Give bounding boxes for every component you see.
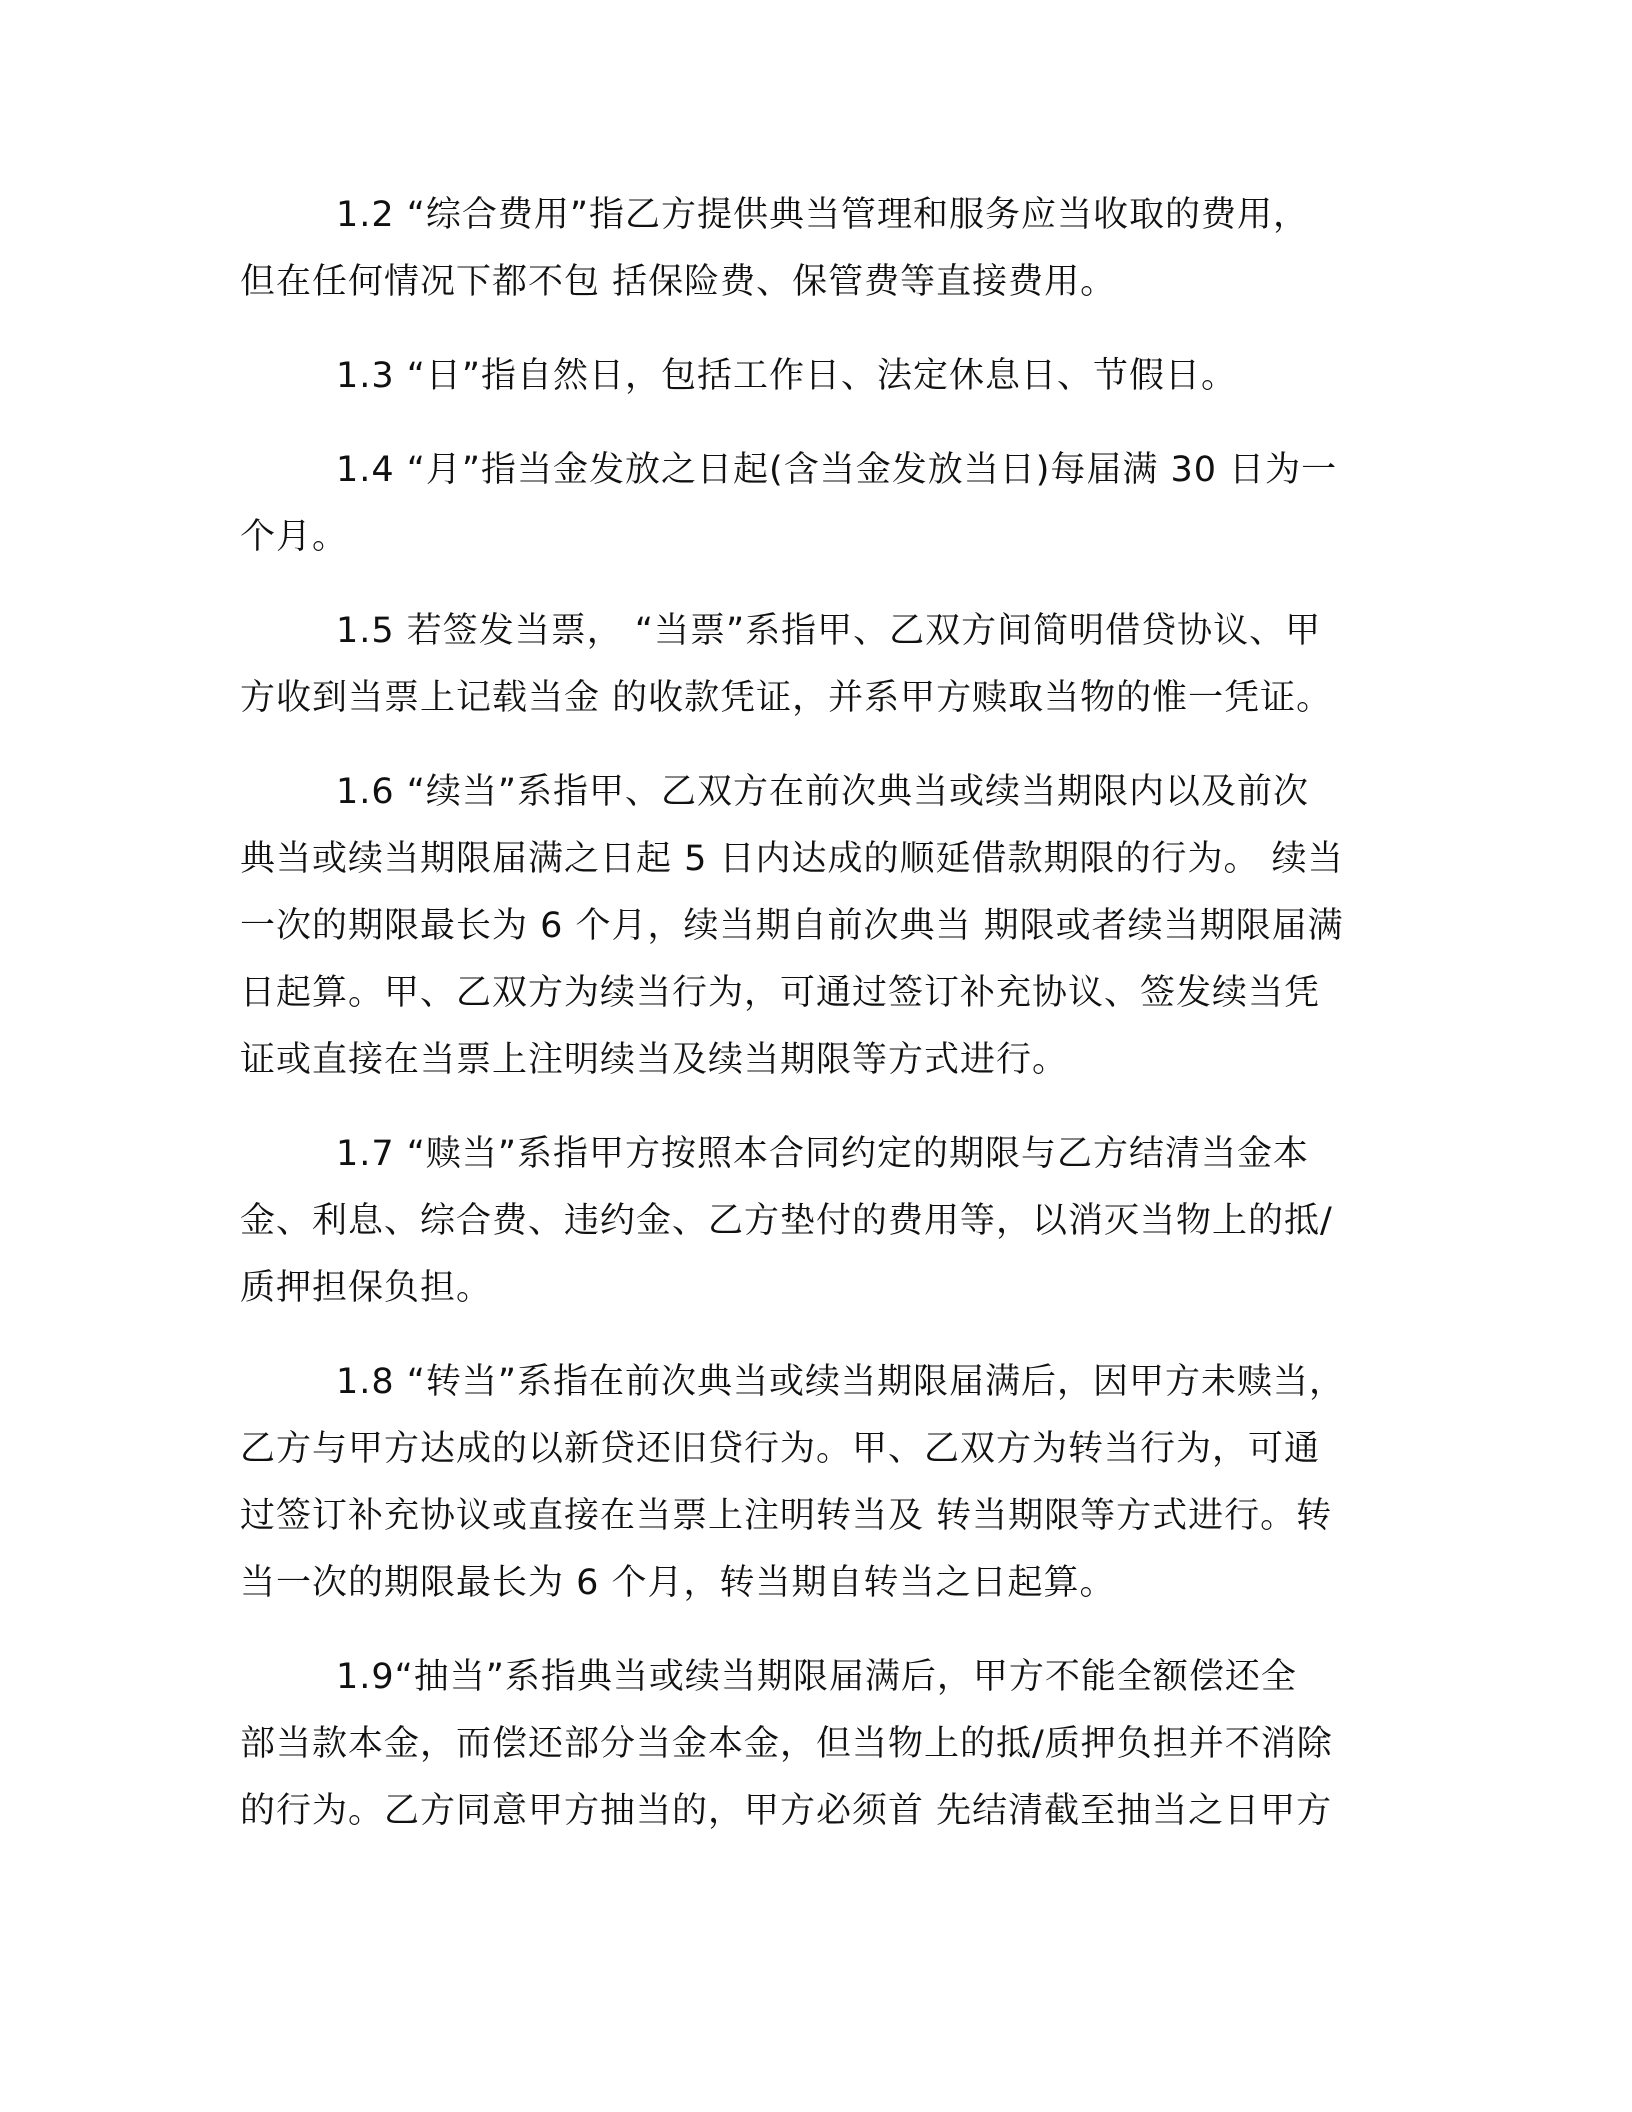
clause-line: 1.2 “综合费用”指乙方提供典当管理和服务应当收取的费用， (336, 195, 1310, 235)
clause-line: 个月。 (240, 517, 349, 557)
clause-line: 的行为。乙方同意甲方抽当的，甲方必须首 先结清截至抽当之日甲方 (240, 1791, 1333, 1831)
clause-1-4 (240, 437, 1400, 571)
clause-line: 1.7 “赎当”系指甲方按照本合同约定的期限与乙方结清当金本 (336, 1134, 1310, 1174)
clause-line: 金、利息、综合费、违约金、乙方垫付的费用等，以消灭当物上的抵/ (240, 1201, 1333, 1241)
clause-line: 质押担保负担。 (240, 1268, 493, 1308)
clause-line: 1.4 “月”指当金发放之日起(含当金发放当日)每届满 30 日为一 (336, 450, 1338, 490)
clause-1-6 (240, 759, 1400, 1094)
clause-line: 1.8 “转当”系指在前次典当或续当期限届满后，因甲方未赎当， (336, 1362, 1346, 1402)
clause-line: 证或直接在当票上注明续当及续当期限等方式进行。 (240, 1040, 1069, 1080)
clause-line: 部当款本金，而偿还部分当金本金，但当物上的抵/质押负担并不消除 (240, 1724, 1333, 1764)
clause-1-2 (240, 182, 1400, 316)
clause-line: 当一次的期限最长为 6 个月，转当期自转当之日起算。 (240, 1563, 1116, 1603)
clause-line: 但在任何情况下都不包 括保险费、保管费等直接费用。 (240, 262, 1117, 302)
clause-line: 乙方与甲方达成的以新贷还旧贷行为。甲、乙双方为转当行为，可通 (240, 1429, 1321, 1469)
clause-line: 日起算。甲、乙双方为续当行为，可通过签订补充协议、签发续当凭 (240, 973, 1321, 1013)
clause-1-9 (240, 1644, 1400, 1845)
clause-line: 方收到当票上记载当金 的收款凭证，并系甲方赎取当物的惟一凭证。 (240, 678, 1333, 718)
clause-1-8 (240, 1349, 1400, 1617)
clause-1-3 (240, 343, 1400, 410)
clause-line: 一次的期限最长为 6 个月，续当期自前次典当 期限或者续当期限届满 (240, 906, 1344, 946)
clause-line: 1.9“抽当”系指典当或续当期限届满后，甲方不能全额偿还全 (336, 1657, 1297, 1697)
clause-1-5 (240, 598, 1400, 732)
document-body (240, 182, 1400, 1872)
clause-line: 1.6 “续当”系指甲、乙双方在前次典当或续当期限内以及前次 (336, 772, 1310, 812)
clause-line: 1.5 若签发当票， “当票”系指甲、乙双方间简明借贷协议、甲 (336, 611, 1322, 651)
clause-1-7 (240, 1121, 1400, 1322)
clause-line: 1.3 “日”指自然日，包括工作日、法定休息日、节假日。 (336, 356, 1238, 396)
clause-line: 过签订补充协议或直接在当票上注明转当及 转当期限等方式进行。转 (240, 1496, 1333, 1536)
clause-line: 典当或续当期限届满之日起 5 日内达成的顺延借款期限的行为。 续当 (240, 839, 1344, 879)
